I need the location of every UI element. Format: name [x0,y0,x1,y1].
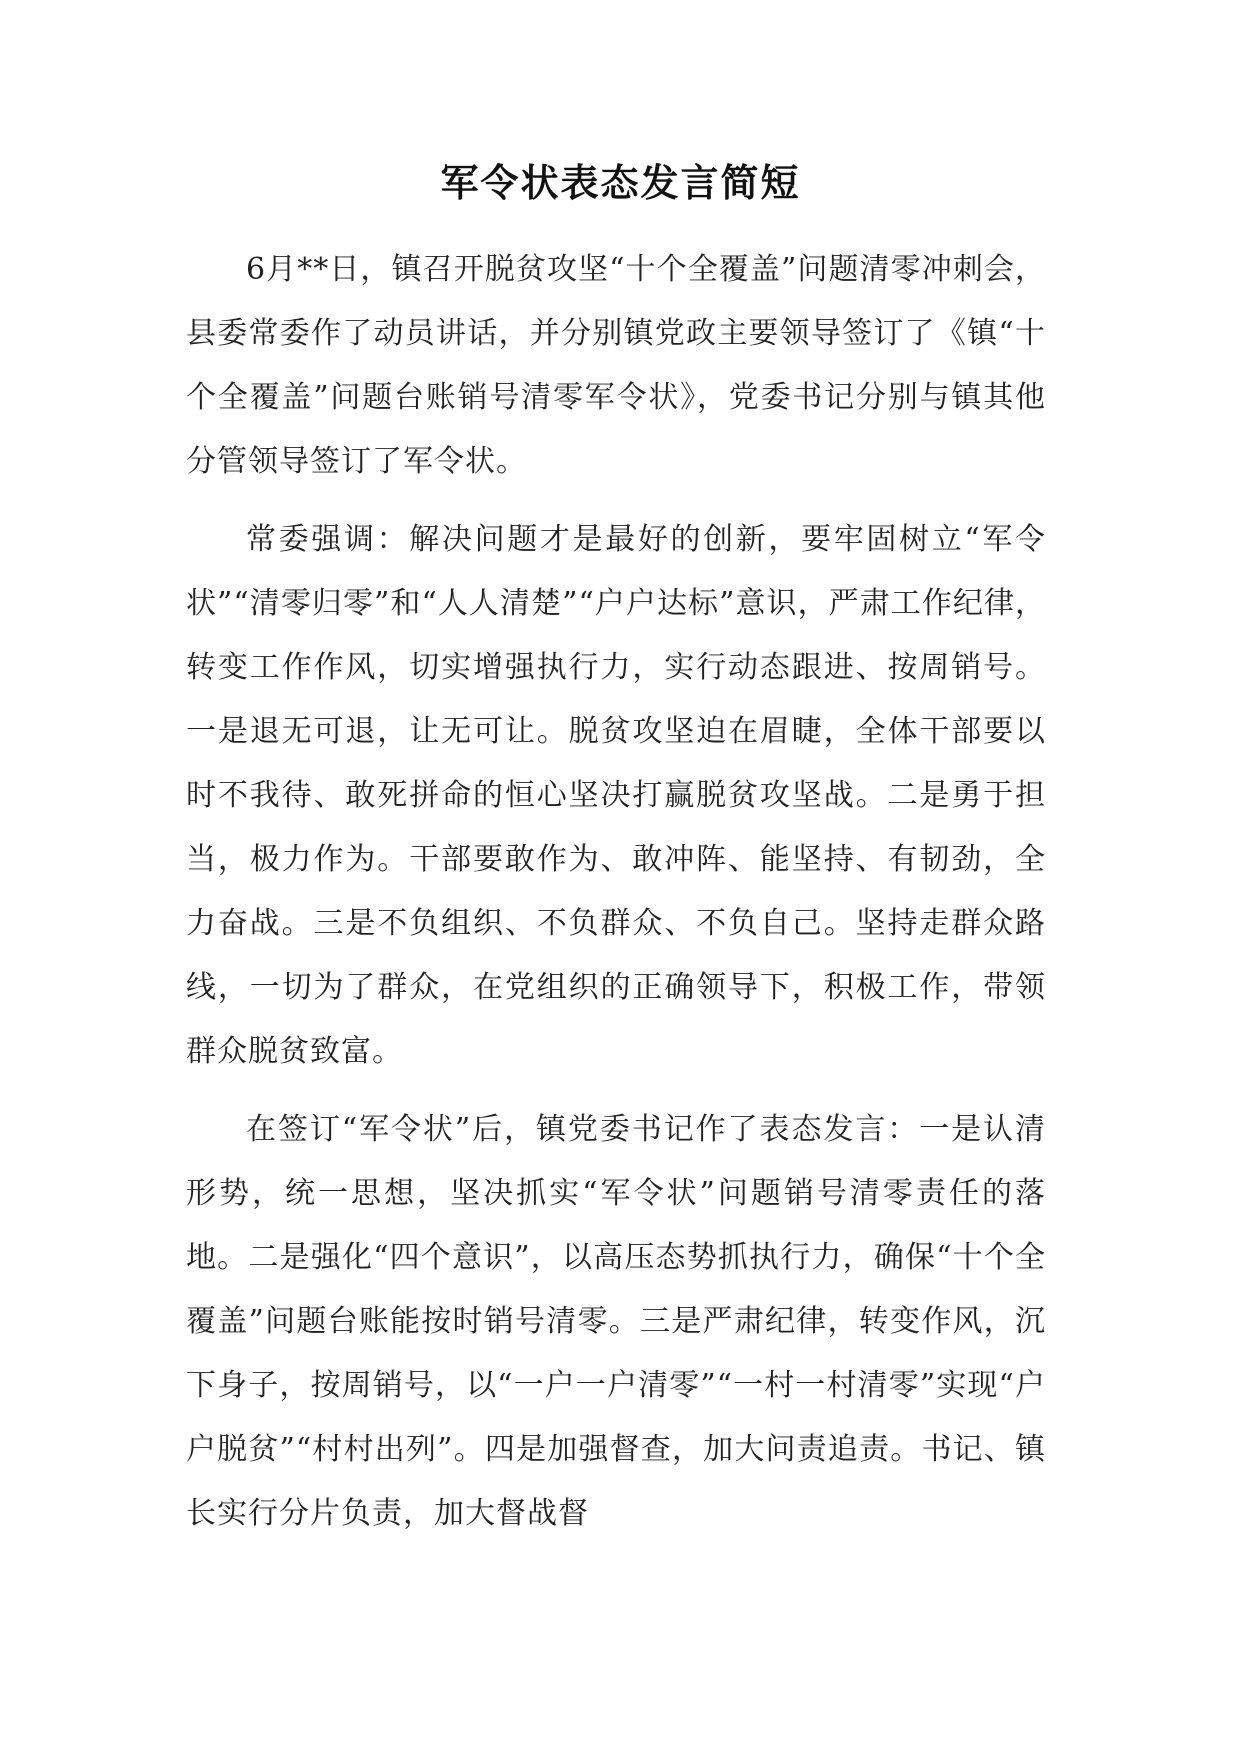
document-title: 军令状表态发言简短 [440,160,801,205]
document-body [186,238,1046,1560]
paragraph-1: 6月**日，镇召开脱贫攻坚“十个全覆盖”问题清零冲刺会，县委常委作了动员讲话，并分别镇党政主要领导签订了《镇“十个全覆盖”问题台账销号清零军令状》，党委书记分别与镇其他分管领导签订了军令状。 [186,252,1046,479]
paragraph-2: 常委强调：解决问题才是最好的创新，要牢固树立“军令状”“清零归零”和“人人清楚”“户户达标”意识，严肃工作纪律，转变工作作风，切实增强执行力，实行动态跟进、按周销号。一是退无可退，让无可让。脱贫攻坚迫在眉睫，全体干部要以时不我待、敢死拼命的恒心坚决打赢脱贫攻坚战。二是勇于担当，极力作为。干部要敢作为、敢冲阵、能坚持、有韧劲，全力奋战。三是不负组织、不负群众、不负自己。坚持走群众路线，一切为了群众，在党组织的正确领导下，积极工作，带领群众脱贫致富。 [186,522,1046,1069]
paragraph-3: 在签订“军令状”后，镇党委书记作了表态发言：一是认清形势，统一思想，坚决抓实“军令状”问题销号清零责任的落地。二是强化“四个意识”，以高压态势抓执行力，确保“十个全覆盖”问题台账能按时销号清零。三是严肃纪律，转变作风，沉下身子，按周销号，以“一户一户清零”“一村一村清零”实现“户户脱贫”“村村出列”。四是加强督查，加大问责追责。书记、镇长实行分片负责，加大督战督 [186,1112,1046,1531]
